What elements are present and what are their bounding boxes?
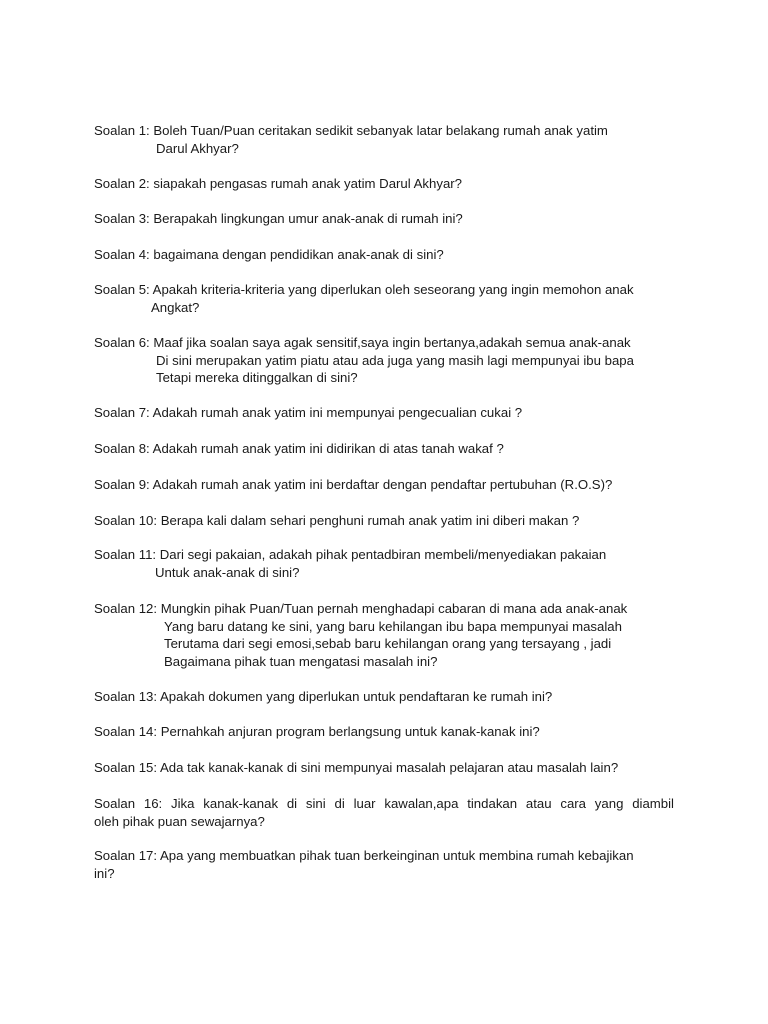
question-13-line-1: Soalan 13: Apakah dokumen yang diperlukan untuk pendaftaran ke rumah ini? [94, 689, 553, 704]
question-10 [94, 512, 674, 530]
question-2-line-1: Soalan 2: siapakah pengasas rumah anak yatim Darul Akhyar? [94, 176, 463, 191]
question-16-line-1: Soalan 16: Jika kanak-kanak di sini di luar kawalan,apa tindakan atau cara yang diambil [94, 796, 674, 811]
question-12-line-2: Yang baru datang ke sini, yang baru kehilangan ibu bapa mempunyai masalah [164, 618, 622, 634]
question-1-line-2: Darul Akhyar? [156, 140, 239, 156]
question-17-line-2: ini? [94, 865, 115, 881]
question-11-line-1: Soalan 11: Dari segi pakaian, adakah pihak pentadbiran membeli/menyediakan pakaian [94, 547, 607, 562]
question-11 [94, 546, 674, 581]
question-12 [94, 600, 674, 670]
question-4 [94, 246, 674, 264]
question-9 [94, 476, 674, 494]
question-8-line-1: Soalan 8: Adakah rumah anak yatim ini didirikan di atas tanah wakaf ? [94, 441, 504, 456]
question-12-line-1: Soalan 12: Mungkin pihak Puan/Tuan pernah menghadapi cabaran di mana ada anak-anak [94, 601, 628, 616]
question-13 [94, 688, 674, 706]
question-10-line-1: Soalan 10: Berapa kali dalam sehari penghuni rumah anak yatim ini diberi makan ? [94, 513, 580, 528]
question-1-line-1: Soalan 1: Boleh Tuan/Puan ceritakan sedikit sebanyak latar belakang rumah anak yatim [94, 123, 608, 138]
question-12-line-3: Terutama dari segi emosi,sebab baru kehilangan orang yang tersayang , jadi [164, 636, 612, 652]
question-16 [94, 795, 674, 830]
question-2 [94, 175, 674, 193]
question-15 [94, 759, 674, 777]
question-6-line-1: Soalan 6: Maaf jika soalan saya agak sensitif,saya ingin bertanya,adakah semua anak-anak [94, 335, 631, 350]
question-11-line-2: Untuk anak-anak di sini? [155, 564, 300, 580]
question-6 [94, 334, 674, 387]
question-16-line-2: oleh pihak puan sewajarnya? [94, 813, 265, 829]
question-17 [94, 847, 674, 882]
question-17-line-1: Soalan 17: Apa yang membuatkan pihak tuan berkeinginan untuk membina rumah kebajikan [94, 848, 634, 863]
question-4-line-1: Soalan 4: bagaimana dengan pendidikan anak-anak di sini? [94, 247, 444, 262]
question-3 [94, 210, 674, 228]
question-14 [94, 723, 674, 741]
question-5-line-2: Angkat? [151, 299, 200, 315]
question-3-line-1: Soalan 3: Berapakah lingkungan umur anak-anak di rumah ini? [94, 211, 463, 226]
question-14-line-1: Soalan 14: Pernahkah anjuran program berlangsung untuk kanak-kanak ini? [94, 724, 540, 739]
question-7-line-1: Soalan 7: Adakah rumah anak yatim ini mempunyai pengecualian cukai ? [94, 405, 523, 420]
question-5 [94, 281, 674, 316]
question-12-line-4: Bagaimana pihak tuan mengatasi masalah ini? [164, 653, 438, 669]
question-6-line-3: Tetapi mereka ditinggalkan di sini? [156, 370, 358, 386]
question-5-line-1: Soalan 5: Apakah kriteria-kriteria yang diperlukan oleh seseorang yang ingin memohon anak [94, 282, 634, 297]
question-6-line-2: Di sini merupakan yatim piatu atau ada juga yang masih lagi mempunyai ibu bapa [156, 352, 634, 368]
question-15-line-1: Soalan 15: Ada tak kanak-kanak di sini mempunyai masalah pelajaran atau masalah lain? [94, 760, 619, 775]
question-1 [94, 122, 674, 157]
question-7 [94, 404, 674, 422]
question-9-line-1: Soalan 9: Adakah rumah anak yatim ini berdaftar dengan pendaftar pertubuhan (R.O.S)? [94, 477, 613, 492]
question-8 [94, 440, 674, 458]
